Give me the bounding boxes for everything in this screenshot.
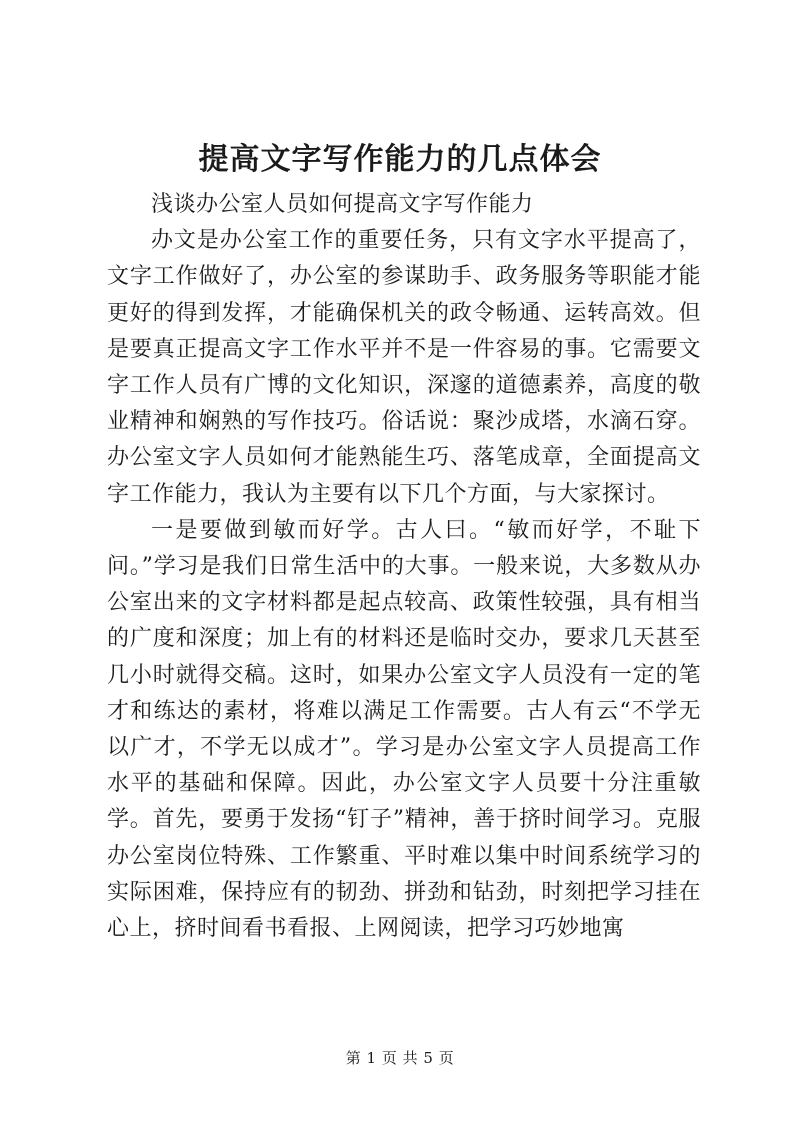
body-paragraph: 办文是办公室工作的重要任务，只有文字水平提高了，文字工作做好了，办公室的参谋助手、政务服务等职能才能更好的得到发挥，才能确保机关的政令畅通、运转高效。但是要真正提高文字工作水平并不是一件容易的事。它需要文字工作人员有广博的文化知识，深邃的道德素养，高度的敬业精神和娴熟的写作技巧。俗话说：聚沙成塔，水滴石穿。办公室文字人员如何才能熟能生巧、落笔成章，全面提高文字工作能力，我认为主要有以下几个方面，与大家探讨。 <box>107 228 701 507</box>
document-title: 提高文字写作能力的几点体会 <box>198 142 602 177</box>
page-footer: 第 1 页 共 5 页 <box>345 1049 455 1067</box>
document-body <box>107 187 701 947</box>
subtitle-paragraph: 浅谈办公室人员如何提高文字写作能力 <box>151 192 534 217</box>
body-paragraph: 一是要做到敏而好学。古人曰。“敏而好学，不耻下问。”学习是我们日常生活中的大事。一般来说，大多数从办公室出来的文字材料都是起点较高、政策性较强，具有相当的广度和深度；加上有的材料还是临时交办，要求几天甚至几小时就得交稿。这时，如果办公室文字人员没有一定的笔才和练达的素材，将难以满足工作需要。古人有云“不学无以广才，不学无以成才”。学习是办公室文字人员提高工作水平的基础和保障。因此，办公室文字人员要十分注重敏学。首先，要勇于发扬“钉子”精神，善于挤时间学习。克服办公室岗位特殊、工作繁重、平时难以集中时间系统学习的实际困难，保持应有的韧劲、拼劲和钻劲，时刻把学习挂在心上，挤时间看书看报、上网阅读，把学习巧妙地寓 <box>107 517 701 942</box>
